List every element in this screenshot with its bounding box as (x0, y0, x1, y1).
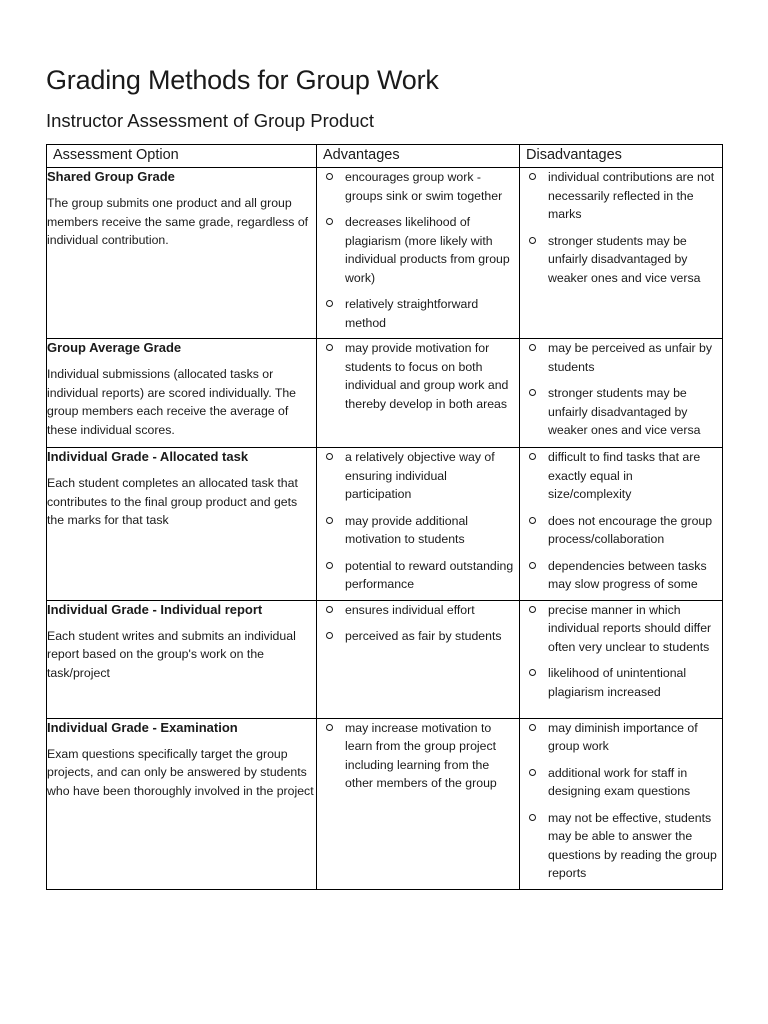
option-name: Individual Grade - Allocated task (47, 449, 249, 464)
disadvantages-list (520, 168, 722, 293)
list-item (528, 764, 718, 801)
option-description: Each student completes an allocated task that contributes to the final group product and gets the marks for that task (47, 476, 298, 527)
assessment-option-cell (47, 168, 317, 339)
circle-bullet-icon (529, 173, 536, 180)
table-row (47, 718, 723, 889)
list-item (528, 384, 718, 440)
list-item-text: may diminish importance of group work (548, 720, 698, 753)
list-item-text: decreases likelihood of plagiarism (more likely with individual products from group work) (345, 215, 510, 285)
list-item (325, 448, 515, 504)
list-item (325, 213, 515, 287)
list-item-text: difficult to find tasks that are exactly equal in size/complexity (548, 450, 701, 501)
advantages-list (317, 719, 519, 799)
list-item-text: may not be effective, students may be able to answer the questions by reading the group reports (548, 810, 717, 880)
list-item (528, 232, 718, 288)
list-item-text: encourages group work - groups sink or swim together (345, 170, 503, 203)
circle-bullet-icon (529, 453, 536, 460)
advantages-list (317, 339, 519, 419)
header-disadvantages: Disadvantages (520, 145, 723, 168)
circle-bullet-icon (529, 344, 536, 351)
header-advantages: Advantages (317, 145, 520, 168)
list-item-text: relatively straightforward method (345, 297, 479, 330)
circle-bullet-icon (326, 517, 333, 524)
list-item-text: additional work for staff in designing exam questions (548, 765, 691, 798)
list-item-text: precise manner in which individual reports should differ often very unclear to students (548, 602, 712, 654)
list-item (325, 557, 515, 594)
list-item (528, 809, 718, 883)
list-item (528, 339, 718, 376)
list-item-text: may provide additional motivation to students (345, 513, 469, 546)
page-title: Grading Methods for Group Work (46, 65, 439, 95)
list-item (528, 448, 718, 504)
advantages-cell (317, 339, 520, 448)
list-item (528, 168, 718, 224)
circle-bullet-icon (529, 562, 536, 569)
disadvantages-cell (520, 339, 723, 448)
list-item-text: stronger students may be unfairly disadvantaged by weaker ones and vice versa (548, 386, 701, 437)
circle-bullet-icon (326, 453, 333, 460)
list-item-text: ensures individual effort (345, 602, 475, 617)
disadvantages-list (520, 448, 722, 600)
disadvantages-list (520, 601, 722, 708)
disadvantages-list (520, 339, 722, 446)
circle-bullet-icon (326, 632, 333, 639)
advantages-list (317, 601, 519, 652)
circle-bullet-icon (529, 814, 536, 821)
advantages-list (317, 168, 519, 338)
list-item (325, 601, 515, 620)
circle-bullet-icon (529, 389, 536, 396)
list-item-text: a relatively objective way of ensuring individual participation (345, 450, 495, 501)
circle-bullet-icon (529, 606, 536, 613)
list-item-text: stronger students may be unfairly disadvantaged by weaker ones and vice versa (548, 233, 701, 285)
disadvantages-cell (520, 600, 723, 718)
list-item (325, 627, 515, 646)
list-item (325, 719, 515, 793)
circle-bullet-icon (326, 173, 333, 180)
option-description: Exam questions specifically target the group projects, and can only be answered by students who have been thoroughly involved in the project (47, 746, 314, 798)
disadvantages-cell (520, 718, 723, 889)
list-item-text: perceived as fair by students (345, 629, 502, 643)
list-item (325, 168, 515, 205)
option-name: Shared Group Grade (47, 169, 175, 184)
list-item (325, 339, 515, 413)
option-description: Individual submissions (allocated tasks or individual reports) are scored individually. The group members each receive the average of these individual scores. (47, 367, 297, 437)
circle-bullet-icon (529, 724, 536, 731)
option-name: Group Average Grade (47, 340, 182, 355)
list-item-text: individual contributions are not necessarily reflected in the marks (548, 170, 715, 221)
list-item-text: dependencies between tasks may slow progress of some (548, 558, 707, 591)
table-header-row (47, 145, 723, 168)
circle-bullet-icon (326, 300, 333, 307)
circle-bullet-icon (326, 344, 333, 351)
header-assessment-option: Assessment Option (47, 145, 317, 168)
list-item-text: does not encourage the group process/collaboration (548, 513, 713, 546)
circle-bullet-icon (529, 769, 536, 776)
circle-bullet-icon (529, 669, 536, 676)
circle-bullet-icon (529, 237, 536, 244)
advantages-list (317, 448, 519, 600)
circle-bullet-icon (529, 517, 536, 524)
option-description: The group submits one product and all group members receive the same grade, regardless of individual contribution. (47, 196, 309, 247)
assessment-option-cell (47, 448, 317, 601)
table-row (47, 448, 723, 601)
advantages-cell (317, 448, 520, 601)
list-item (528, 557, 718, 594)
table-row (47, 339, 723, 448)
circle-bullet-icon (326, 606, 333, 613)
assessment-option-cell (47, 718, 317, 889)
list-item-text: likelihood of unintentional plagiarism increased (548, 666, 687, 699)
page-subtitle: Instructor Assessment of Group Product (46, 110, 375, 131)
table-row (47, 168, 723, 339)
assessment-option-cell (47, 600, 317, 718)
assessment-table (46, 144, 723, 890)
option-name: Individual Grade - Individual report (47, 601, 263, 617)
disadvantages-cell (520, 168, 723, 339)
list-item-text: may increase motivation to learn from the group project including learning from the other members of the group (345, 720, 497, 790)
advantages-cell (317, 718, 520, 889)
document-page (46, 62, 722, 880)
list-item (325, 512, 515, 549)
advantages-cell (317, 600, 520, 718)
circle-bullet-icon (326, 724, 333, 731)
disadvantages-cell (520, 448, 723, 601)
list-item-text: potential to reward outstanding performance (345, 558, 514, 591)
circle-bullet-icon (326, 562, 333, 569)
list-item-text: may provide motivation for students to focus on both individual and group work and thereby develop in both areas (345, 341, 509, 411)
list-item (528, 601, 718, 657)
advantages-cell (317, 168, 520, 339)
table-row (47, 600, 723, 718)
list-item (528, 512, 718, 549)
option-name: Individual Grade - Examination (47, 719, 238, 735)
list-item (528, 719, 718, 756)
list-item (528, 664, 718, 701)
circle-bullet-icon (326, 218, 333, 225)
disadvantages-list (520, 719, 722, 889)
list-item-text: may be perceived as unfair by students (548, 341, 713, 374)
assessment-option-cell (47, 339, 317, 448)
list-item (325, 295, 515, 332)
option-description: Each student writes and submits an individual report based on the group's work on the task/project (47, 628, 296, 680)
